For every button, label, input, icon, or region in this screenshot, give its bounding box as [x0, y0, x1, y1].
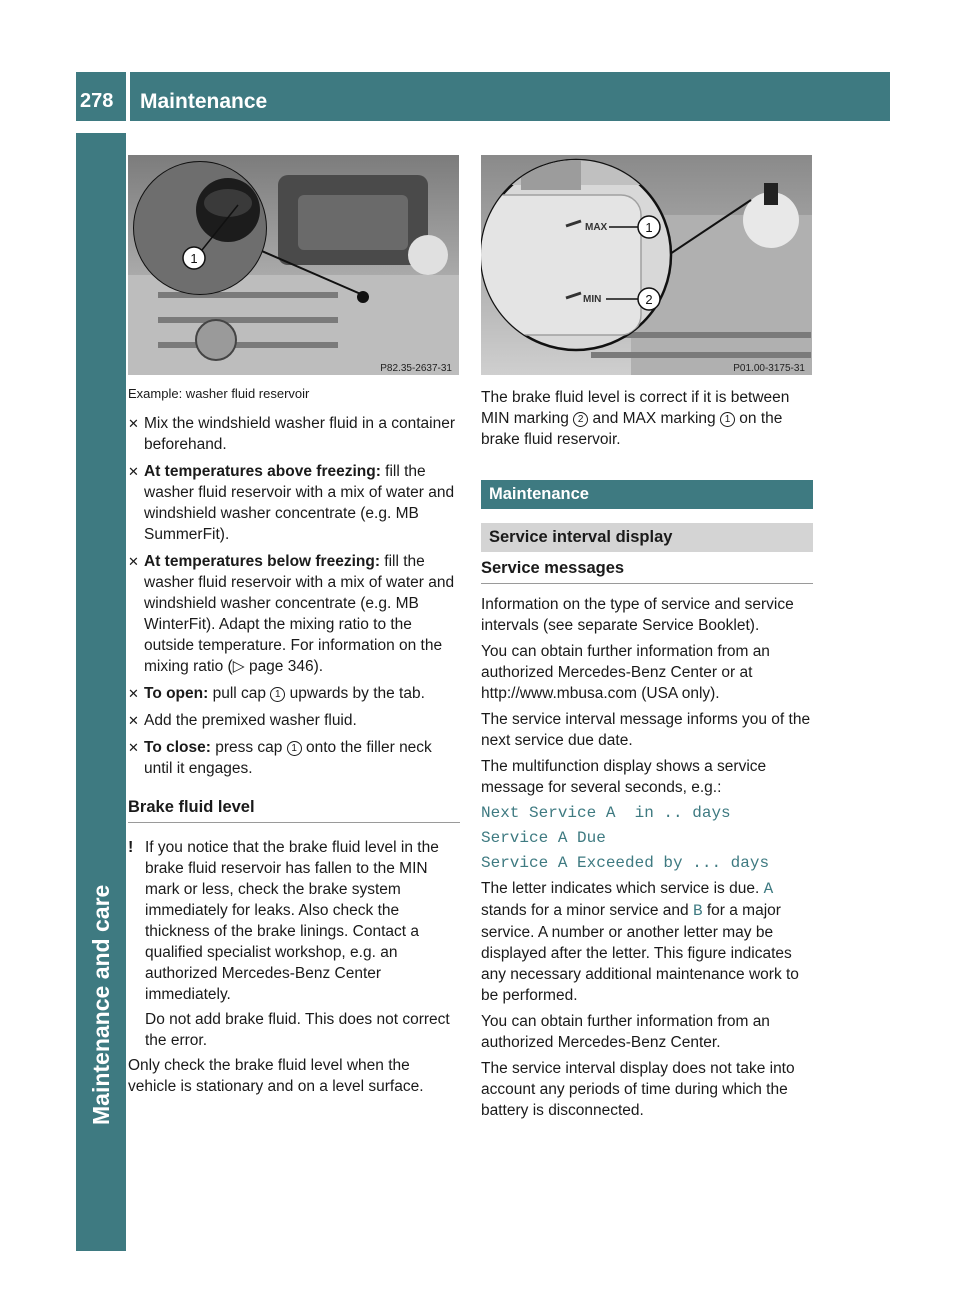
- step-marker-icon: ✕: [128, 740, 139, 755]
- display-message: Service A Due: [481, 829, 606, 847]
- service-letter-b: B: [692, 902, 703, 920]
- min-label: MIN: [583, 294, 602, 305]
- warning-icon: !: [128, 839, 134, 856]
- instruction-step: ✕ Mix the windshield washer fluid in a container beforehand.: [128, 415, 456, 453]
- instruction-step: ✕ Add the premixed washer fluid.: [128, 712, 357, 729]
- marker-1-icon: 1: [287, 741, 302, 756]
- paragraph-brake-level: The brake fluid level is correct if it is between MIN marking 2 and MAX marking 1 on the brake fluid reservoir.: [481, 389, 790, 448]
- instruction-step: ✕ At temperatures above freezing: fill the washer fluid reservoir with a mix of water and windshield washer concentrate (e.g. MB SummerFit).: [128, 463, 455, 543]
- instruction-step: ✕ To open: pull cap 1 upwards by the tab.: [128, 685, 425, 702]
- step-marker-icon: ✕: [128, 554, 139, 569]
- paragraph: You can obtain further information from an authorized Mercedes-Benz Center.: [481, 1013, 770, 1051]
- step-marker-icon: ✕: [128, 713, 139, 728]
- paragraph: You can obtain further information from an authorized Mercedes-Benz Center or at http://www.mbusa.com (USA only).: [481, 643, 770, 702]
- section-heading-service-messages: Service messages: [481, 558, 813, 584]
- right-column: [481, 383, 813, 1126]
- side-tab-label: Maintenance and care: [88, 884, 114, 1125]
- section-bar-service-interval: Service interval display: [481, 523, 813, 552]
- paragraph: Information on the type of service and service intervals (see separate Service Booklet).: [481, 596, 794, 634]
- page-title: Maintenance: [140, 90, 268, 113]
- figure-code: P82.35-2637-31: [380, 363, 452, 374]
- step-marker-icon: ✕: [128, 464, 139, 479]
- step-marker-icon: ✕: [128, 686, 139, 701]
- page-number: 278: [80, 90, 114, 112]
- marker-2: 2: [645, 292, 653, 307]
- display-message: Next Service A in .. days: [481, 804, 731, 822]
- display-message: Service A Exceeded by ... days: [481, 854, 770, 872]
- paragraph: The service interval message informs you of the next service due date.: [481, 711, 811, 749]
- washer-fluid-reservoir-figure: [128, 155, 459, 375]
- paragraph: Only check the brake fluid level when the vehicle is stationary and on a level surface.: [128, 1057, 424, 1095]
- marker-1: 1: [190, 251, 198, 266]
- marker-2-icon: 2: [573, 412, 588, 427]
- section-bar-maintenance: Maintenance: [481, 480, 813, 509]
- marker-1: 1: [645, 220, 653, 235]
- figure-caption: Example: washer fluid reservoir: [128, 386, 310, 401]
- paragraph: The service interval display does not take into account any periods of time during which the battery is disconnected.: [481, 1060, 795, 1119]
- warning-note: ! If you notice that the brake fluid level in the brake fluid reservoir has fallen to the MIN mark or less, check the brake system immediately for leaks. Also check the thickness of the brake linings. Contact a qualified specialist workshop, e.g. an authorized Mercedes-Benz Center immediately. Do not add brake fluid. This does not correct the error.: [128, 839, 450, 1049]
- left-column: [128, 383, 460, 1102]
- service-letter-a: A: [763, 880, 774, 898]
- marker-1-icon: 1: [720, 412, 735, 427]
- header-separator: [126, 72, 130, 121]
- instruction-step: ✕ To close: press cap 1 onto the filler neck until it engages.: [128, 739, 432, 777]
- marker-1-icon: 1: [270, 687, 285, 702]
- brake-fluid-reservoir-figure: [481, 155, 812, 375]
- step-marker-icon: ✕: [128, 416, 139, 431]
- paragraph: The multifunction display shows a service message for several seconds, e.g.:: [481, 758, 767, 796]
- instruction-step: ✕ At temperatures below freezing: fill the washer fluid reservoir with a mix of water and windshield washer concentrate (e.g. MB WinterFit). Adapt the mixing ratio to the outside temperature. For information on the mixing ratio (▷ page 346).: [128, 553, 455, 675]
- paragraph-service-letter: The letter indicates which service is due. A stands for a minor service and B for a major service. A number or another letter may be displayed after the letter. This figure indicates any necessary additional maintenance work to be performed.: [481, 880, 799, 1004]
- max-label: MAX: [585, 222, 608, 233]
- figure-code: P01.00-3175-31: [733, 363, 805, 374]
- section-heading-brake-fluid: Brake fluid level: [128, 797, 460, 823]
